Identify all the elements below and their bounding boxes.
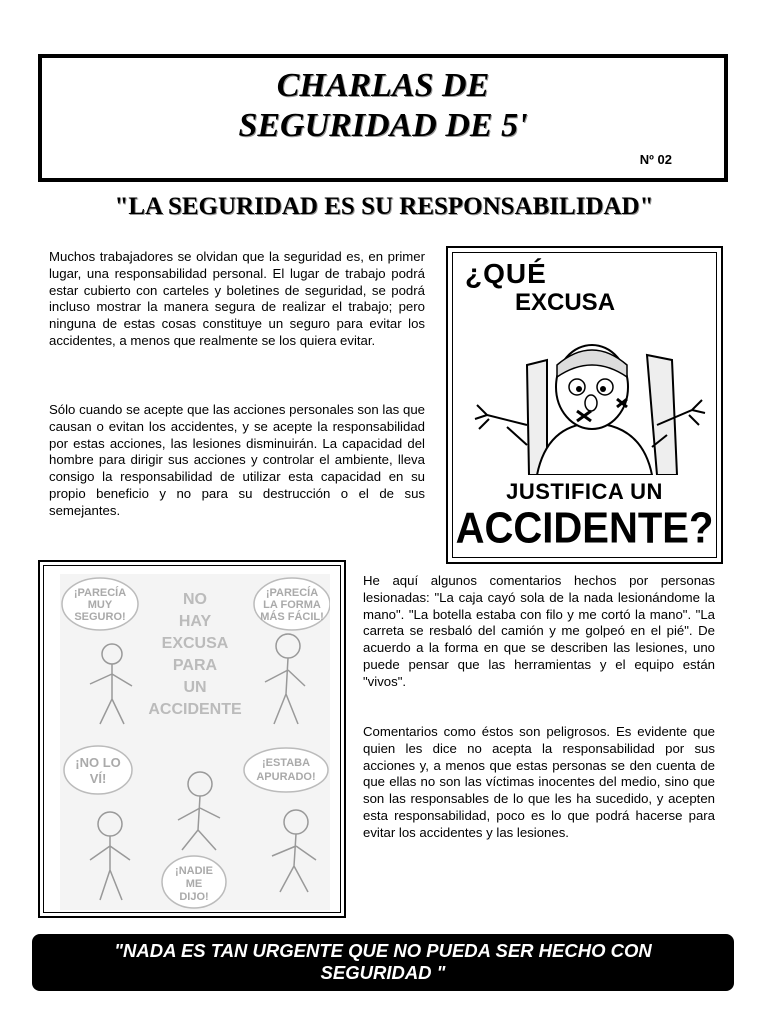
footer-line-1: "NADA ES TAN URGENTE QUE NO PUEDA SER HECHO CON bbox=[114, 940, 652, 961]
cartoon-center-1: NO bbox=[183, 591, 207, 608]
bubble-5-line-1: ¡NADIE bbox=[175, 865, 213, 877]
paragraph-1: Muchos trabajadores se olvidan que la seguridad es, en primer lugar, una responsabilidad personal. El lugar de trabajo podrá estar cubierto con carteles y boletines de seguridad, se podrá incluso mostrar la manera segura de realizar el trabajo; pero ninguna de estas cosas constituye un seguro para evitar los accidentes, a menos que realmente se los quiera evitar. bbox=[49, 249, 425, 348]
subtitle: "LA SEGURIDAD ES SU RESPONSABILIDAD" bbox=[114, 193, 654, 220]
issue-number: Nº 02 bbox=[639, 152, 672, 167]
bubble-1-line-1: ¡PARECÍA bbox=[73, 587, 127, 599]
header-box bbox=[38, 54, 728, 182]
bubble-5-line-3: DIJO! bbox=[179, 891, 209, 903]
poster-line-4: ACCIDENTE? bbox=[455, 503, 714, 553]
poster-line-1: ¿QUÉ bbox=[465, 258, 547, 289]
cartoon-illustration bbox=[60, 574, 330, 910]
bubble-2-line-2: LA FORMA bbox=[263, 599, 321, 611]
cartoon-center-2: HAY bbox=[178, 613, 212, 630]
bubble-1-line-2: MUY bbox=[87, 599, 113, 611]
cartoon-center-3: EXCUSA bbox=[161, 635, 229, 652]
bubble-4-line-2: APURADO! bbox=[256, 771, 316, 783]
bubble-4-line-1: ¡ESTABA bbox=[261, 757, 311, 769]
bubble-3-line-1: ¡NO LO bbox=[75, 755, 121, 770]
bubble-1-line-3: SEGURO! bbox=[74, 611, 126, 623]
footer-banner bbox=[32, 934, 734, 991]
bubble-5-line-2: ME bbox=[185, 878, 203, 890]
cartoon-center-6: ACCIDENTE bbox=[148, 701, 242, 718]
cartoon-frame bbox=[43, 565, 341, 913]
footer-line-2: SEGURIDAD " bbox=[320, 962, 446, 983]
bubble-3-line-2: VÍ! bbox=[89, 771, 107, 786]
cartoon-center-4: PARA bbox=[172, 657, 218, 674]
paragraph-3: He aquí algunos comentarios hechos por personas lesionadas: "La caja cayó sola de la nada lesionándome la mano". "La botella estaba con filo y me cortó la mano". "La carreta se resbaló del camión y me golpeó en el pié". De acuerdo a la forma en que se describen las lesiones, uno puede pensar que las herramientas y el equipo están "vivos". bbox=[363, 573, 715, 689]
accident-poster bbox=[446, 246, 723, 564]
poster-line-3: JUSTIFICA UN bbox=[506, 479, 663, 504]
paragraph-2: Sólo cuando se acepte que las acciones personales son las que causan o evitan los accidentes, y se acepte la responsabilidad por estas acciones, las lesiones disminuirán. La capacidad del hombre para dirigir sus acciones y controlar el ambiente, lleva consigo la responsabilidad de utilizar esta capacidad en su propio beneficio y no para su destrucción o el de sus semejantes. bbox=[49, 402, 425, 518]
paragraph-4: Comentarios como éstos son peligrosos. Es evidente que quien les dice no acepta la responsabilidad por sus acciones y, a menos que estas personas se den cuenta de que ellas no son las víctimas inocentes del medio, sino que son las responsables de lo que les ha sucedido, y acepten esta responsabilidad, poco es lo que podrá hacerse para evitar los accidentes y las lesiones. bbox=[363, 724, 715, 840]
no-excuse-cartoon bbox=[38, 560, 346, 918]
page-title bbox=[42, 66, 724, 146]
cartoon-center-5: UN bbox=[183, 679, 207, 696]
injured-man-illustration bbox=[467, 315, 707, 475]
title-line-1: CHARLAS DE bbox=[276, 67, 490, 104]
title-line-2: SEGURIDAD DE 5' bbox=[238, 107, 528, 144]
bubble-2-line-1: ¡PARECÍA bbox=[265, 587, 319, 599]
poster-frame bbox=[452, 252, 717, 558]
poster-line-2: EXCUSA bbox=[515, 289, 616, 316]
bubble-2-line-3: MÁS FÁCIL! bbox=[260, 611, 324, 623]
